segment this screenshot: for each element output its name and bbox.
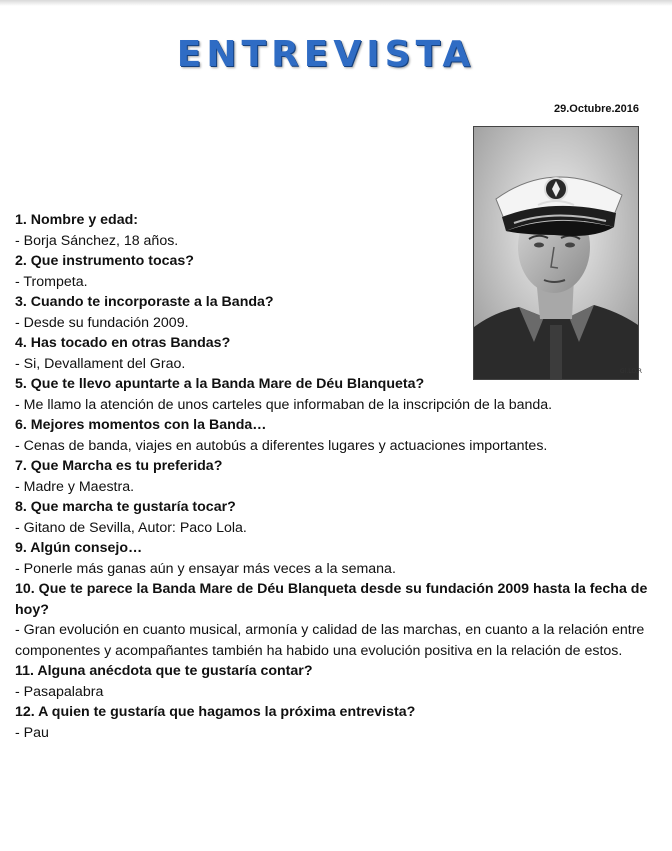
- answer-1: - Borja Sánchez, 18 años.: [15, 232, 179, 249]
- answer-2: - Trompeta.: [15, 273, 88, 290]
- answer-3: - Desde su fundación 2009.: [15, 314, 189, 331]
- answer-11: - Pasapalabra: [15, 683, 104, 700]
- photo-watermark: Gi.LO.R: [620, 368, 642, 375]
- answer-6: - Cenas de banda, viajes en autobús a diferentes lugares y actuaciones importantes.: [15, 437, 548, 454]
- question-1: 1. Nombre y edad:: [15, 212, 138, 228]
- answer-10: - Gran evolución en cuanto musical, armonía y calidad de las marchas, en cuanto a la relación entre componentes y acompañantes también ha habido una evolución positiva en la relación de estos.: [15, 622, 645, 659]
- answer-4: - Si, Devallament del Grao.: [15, 355, 186, 372]
- question-9: 9. Algún consejo…: [15, 540, 143, 556]
- answer-9: - Ponerle más ganas aún y ensayar más veces a la semana.: [15, 560, 396, 577]
- question-4: 4. Has tocado en otras Bandas?: [15, 335, 231, 351]
- question-5: 5. Que te llevo apuntarte a la Banda Mare de Déu Blanqueta?: [15, 376, 425, 392]
- top-shade: [0, 0, 672, 6]
- answer-8: - Gitano de Sevilla, Autor: Paco Lola.: [15, 519, 247, 536]
- question-3: 3. Cuando te incorporaste a la Banda?: [15, 294, 274, 310]
- question-8: 8. Que marcha te gustaría tocar?: [15, 499, 236, 515]
- document-date: 29.Octubre.2016: [554, 103, 639, 115]
- answer-12: - Pau: [15, 724, 49, 741]
- question-2: 2. Que instrumento tocas?: [15, 253, 194, 269]
- question-11: 11. Alguna anécdota que te gustaría contar?: [15, 663, 313, 679]
- answer-7: - Madre y Maestra.: [15, 478, 135, 495]
- page-title: ENTREVISTA: [176, 34, 476, 75]
- question-7: 7. Que Marcha es tu preferida?: [15, 458, 223, 474]
- question-10: 10. Que te parece la Banda Mare de Déu Blanqueta desde su fundación 2009 hasta la fecha de hoy?: [15, 581, 648, 618]
- question-6: 6. Mejores momentos con la Banda…: [15, 417, 267, 433]
- interview-qa: [15, 210, 655, 743]
- question-12: 12. A quien te gustaría que hagamos la próxima entrevista?: [15, 704, 416, 720]
- answer-5: - Me llamo la atención de unos carteles que informaban de la inscripción de la banda.: [15, 396, 553, 413]
